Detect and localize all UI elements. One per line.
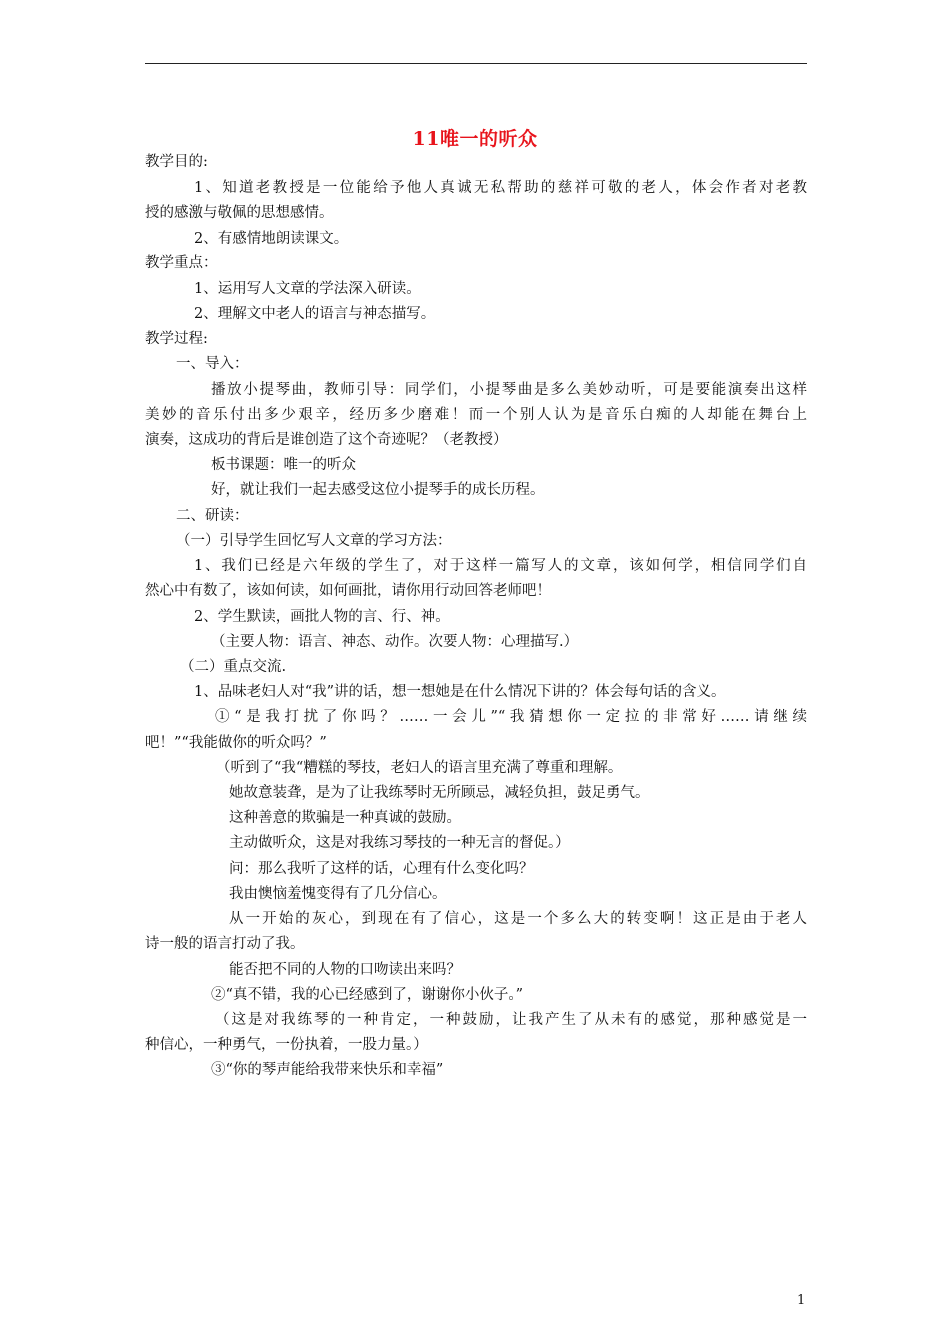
analysis-4: 主动做听众，这是对我练习琴技的一种无言的督促。） [229, 835, 570, 851]
analysis-3: 这种善意的欺骗是一种真诚的鼓励。 [229, 810, 461, 826]
intro-line-1: 播放小提琴曲，教师引导：同学们，小提琴曲是多么美妙动听，可是要能演奏出这样 [211, 382, 807, 398]
key-point-2: 2、理解文中老人的语言与神态描写。 [194, 306, 436, 322]
analysis-2: 她故意装聋，是为了让我练琴时无所顾忌，减轻负担，鼓足勇气。 [229, 785, 650, 801]
objective-1-line-2: 授的感激与敬佩的思想感情。 [145, 205, 334, 221]
section-heading-objectives: 教学目的: [145, 154, 208, 170]
comment-line-2: 诗一般的语言打动了我。 [145, 936, 305, 952]
sub-1-item-2: 2、学生默读，画批人物的言、行、神。 [194, 609, 450, 625]
sub-1-heading: （一）引导学生回忆写人文章的学习方法： [176, 533, 452, 549]
quote-2-analysis-line-1: （这是对我练琴的一种肯定，一种鼓励，让我产生了从未有的感觉，那种感觉是一 [215, 1012, 807, 1028]
header-rule [145, 63, 807, 64]
analysis-1: （听到了“我“糟糕的琴技，老妇人的语言里充满了尊重和理解。 [216, 760, 623, 776]
sub-1-item-1-line-2: 然心中有数了，该如何读，如何画批，请你用行动回答老师吧！ [145, 583, 551, 599]
intro-closing: 好，就让我们一起去感受这位小提琴手的成长历程。 [211, 482, 545, 498]
sub-2-heading: （二）重点交流. [180, 659, 287, 675]
quote-2-analysis-line-2: 种信心，一种勇气，一份执着，一股力量。） [145, 1037, 428, 1053]
quote-3: ③“你的琴声能给我带来快乐和幸福” [211, 1062, 444, 1078]
answer-1: 我由懊恼羞愧变得有了几分信心。 [229, 886, 447, 902]
quote-1-line-2: 吧！”“我能做你的听众吗？” [145, 735, 327, 751]
quote-1-line-1: ①“是我打扰了你吗？……一会儿”“我猜想你一定拉的非常好……请继续 [215, 709, 807, 725]
objective-2: 2、有感情地朗读课文。 [194, 231, 349, 247]
question-2: 能否把不同的人物的口吻读出来吗？ [229, 962, 461, 978]
lesson-title: 11唯一的听众 [412, 128, 538, 150]
intro-line-3: 演奏，这成功的背后是谁创造了这个奇迹呢？（老教授） [145, 432, 508, 448]
section-heading-process: 教学过程: [145, 331, 208, 347]
question-1: 问：那么我听了这样的话，心理有什么变化吗？ [229, 861, 534, 877]
part-1-heading: 一、导入： [176, 356, 249, 372]
page-number: 1 [797, 1293, 806, 1308]
board-title: 板书课题：唯一的听众 [211, 457, 356, 473]
key-point-1: 1、运用写人文章的学法深入研读。 [194, 281, 421, 297]
sub-1-note: （主要人物：语言、神态、动作。次要人物：心理描写.） [211, 634, 579, 650]
section-heading-key-points: 教学重点： [145, 255, 218, 271]
comment-line-1: 从一开始的灰心，到现在有了信心，这是一个多么大的转变啊！这正是由于老人 [229, 911, 807, 927]
quote-2: ②“真不错，我的心已经感到了，谢谢你小伙子。” [211, 987, 524, 1003]
part-2-heading: 二、研读： [176, 508, 249, 524]
sub-2-item-1: 1、品味老妇人对“我”讲的话，想一想她是在什么情况下讲的？体会每句话的含义。 [194, 684, 726, 700]
intro-line-2: 美妙的音乐付出多少艰辛，经历多少磨难！而一个别人认为是音乐白痴的人却能在舞台上 [145, 407, 807, 423]
objective-1-line-1: 1、知道老教授是一位能给予他人真诚无私帮助的慈祥可敬的老人，体会作者对老教 [194, 180, 807, 196]
sub-1-item-1-line-1: 1、我们已经是六年级的学生了，对于这样一篇写人的文章，该如何学，相信同学们自 [194, 558, 807, 574]
